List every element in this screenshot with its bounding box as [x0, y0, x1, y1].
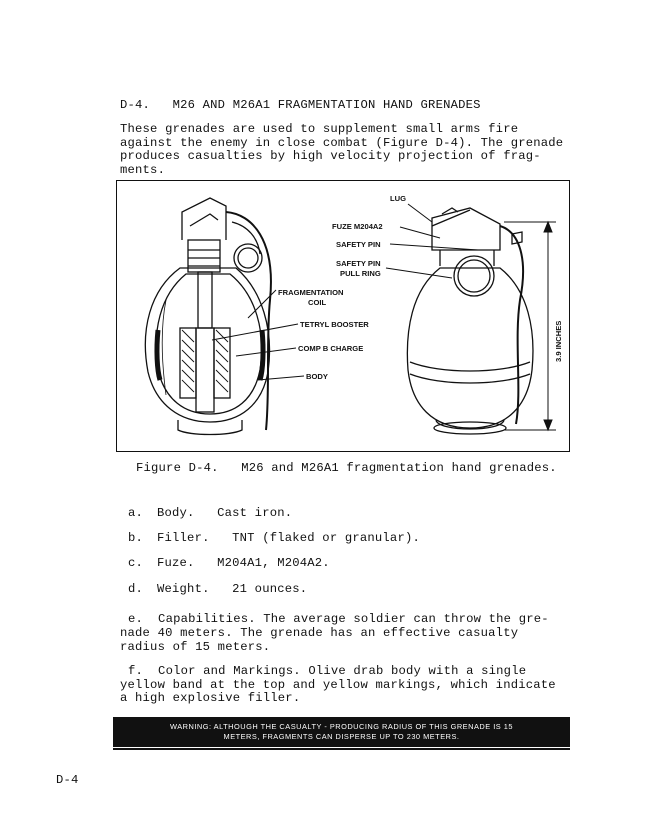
warning-line-2: METERS, FRAGMENTS CAN DISPERSE UP TO 230 METERS.: [223, 732, 460, 741]
intro-line-1: These grenades are used to supplement small arms fire: [120, 122, 519, 136]
label-tetryl: TETRYL BOOSTER: [300, 320, 369, 329]
item-a-text: Body. Cast iron.: [157, 506, 293, 520]
label-frag-coil-2: COIL: [308, 298, 327, 307]
label-height: 3.9 INCHES: [554, 320, 563, 362]
warning-rule: [113, 748, 570, 750]
item-c-text: Fuze. M204A1, M204A2.: [157, 556, 330, 570]
label-pull-ring-2: PULL RING: [340, 269, 381, 278]
label-pull-ring-1: SAFETY PIN: [336, 259, 381, 268]
intro-line-4: ments.: [120, 162, 166, 177]
page-number: D-4: [56, 773, 79, 787]
item-f-line-2: yellow band at the top and yellow markings, which indicate: [120, 678, 556, 692]
section-heading: D-4. M26 AND M26A1 FRAGMENTATION HAND GRENADES: [120, 98, 481, 112]
item-b-text: Filler. TNT (flaked or granular).: [157, 531, 420, 545]
item-d-text: Weight. 21 ounces.: [157, 582, 308, 596]
item-a-label: a.: [128, 506, 144, 520]
label-fuze: FUZE M204A2: [332, 222, 383, 231]
warning-box: [113, 717, 570, 747]
warning-line-1: WARNING: ALTHOUGH THE CASUALTY - PRODUCING RADIUS OF THIS GRENADE IS 15: [170, 722, 513, 731]
dimension-line: [504, 222, 556, 430]
cutaway-grenade: [145, 198, 271, 435]
label-lug: LUG: [390, 194, 407, 203]
item-e-line-1: e. Capabilities. The average soldier can throw the gre-: [128, 612, 549, 626]
label-body: BODY: [306, 372, 328, 381]
label-frag-coil-1: FRAGMENTATION: [278, 288, 344, 297]
item-e-line-2: nade 40 meters. The grenade has an effective casualty: [120, 626, 519, 640]
item-f-line-3: a high explosive filler.: [120, 691, 301, 705]
item-c-label: c.: [128, 556, 144, 570]
item-b-label: b.: [128, 531, 144, 545]
intro-line-3: produces casualties by high velocity projection of frag-: [120, 149, 541, 163]
item-e-line-3: radius of 15 meters.: [120, 640, 271, 654]
figure-caption: Figure D-4. M26 and M26A1 fragmentation hand grenades.: [136, 461, 557, 475]
label-comp-b: COMP B CHARGE: [298, 344, 364, 353]
intro-line-2: against the enemy in close combat (Figure D-4). The grenade: [120, 135, 564, 150]
exterior-grenade: [407, 208, 533, 434]
item-f-line-1: f. Color and Markings. Olive drab body with a single: [128, 664, 527, 678]
item-d-label: d.: [128, 582, 144, 596]
label-safety-pin: SAFETY PIN: [336, 240, 381, 249]
